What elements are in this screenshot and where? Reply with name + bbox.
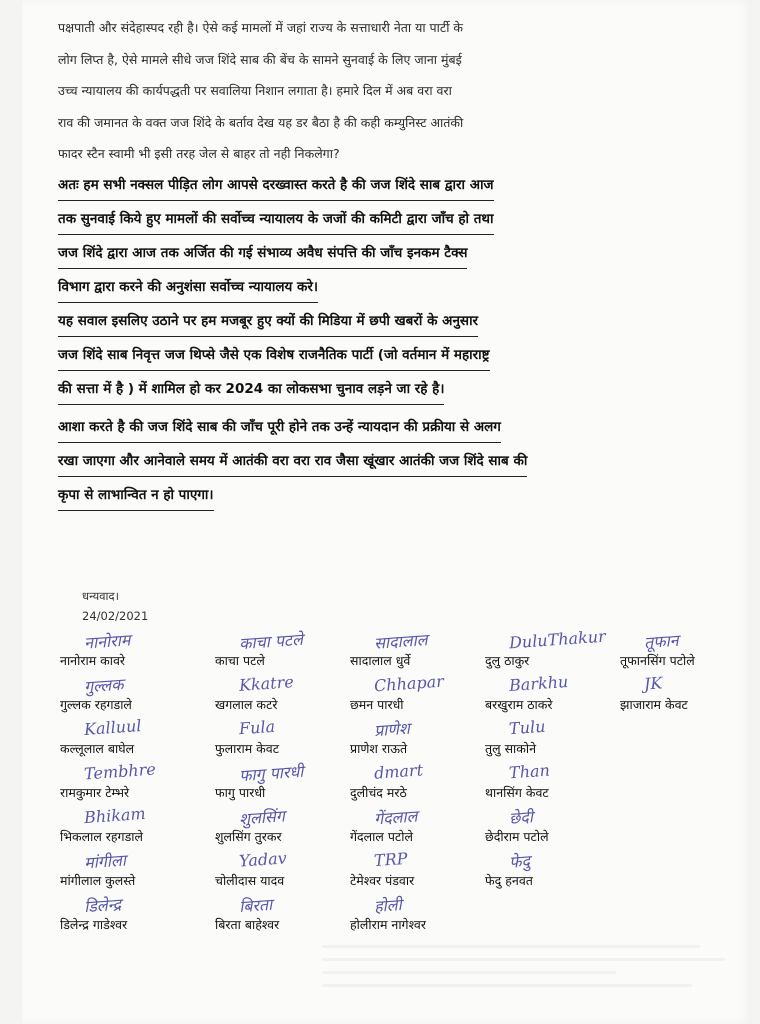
paragraph-line: कृपा से लाभान्वित न हो पाएगा। bbox=[58, 480, 214, 511]
closing-text: धन्यवाद। bbox=[82, 589, 119, 603]
handwritten-signature: JK bbox=[643, 673, 664, 694]
bleed-through-text bbox=[322, 935, 742, 1005]
signatory-name: झाजाराम केवट bbox=[620, 697, 688, 712]
signatory-name: डिलेन्द्र गाडेश्वर bbox=[60, 917, 128, 932]
handwritten-signature: प्राणेश bbox=[373, 718, 411, 741]
paragraph-line: जज शिंदे द्वारा आज तक अर्जित की गई संभाव्य अवैध संपत्ति की जाँच इनकम टैक्स bbox=[58, 238, 467, 269]
paragraph-line: पक्षपाती और संदेहास्पद रही है। ऐसे कई मामलों में जहां राज्य के सत्ताधारी नेता या पार्टी के bbox=[58, 20, 464, 35]
handwritten-signature: DuluThakur bbox=[508, 626, 607, 653]
handwritten-signature: शुलसिंग bbox=[238, 806, 286, 829]
signatory-name: थानसिंग केवट bbox=[485, 785, 549, 800]
handwritten-signature: फागु पारधी bbox=[238, 761, 304, 786]
paragraph-line: आशा करते है की जज शिंदे साब की जाँच पूरी होने तक उन्हें न्यायदान की प्रक्रीया से अलग bbox=[58, 412, 501, 443]
paragraph-line: अतः हम सभी नक्सल पीड़ित लोग आपसे दरख्वास्त करते है की जज शिंदे साब द्वारा आज bbox=[58, 170, 494, 201]
handwritten-signature: Yadav bbox=[238, 848, 288, 871]
handwritten-signature: फेदु bbox=[508, 851, 531, 872]
signatory-name: कल्लूलाल बाघेल bbox=[60, 741, 135, 756]
handwritten-signature: बिरता bbox=[238, 894, 273, 917]
paragraph-hope bbox=[58, 412, 714, 514]
signatory-name: छेदीराम पटोले bbox=[485, 829, 549, 844]
paragraph-line: राव की जमानत के वक्त जज शिंदे के बर्ताव देख यह डर बैठा है की कही कम्युनिस्ट आतंकी bbox=[58, 114, 464, 130]
signatory-name: फुलाराम केवट bbox=[215, 741, 279, 756]
paragraph-background bbox=[58, 12, 714, 170]
handwritten-signature: काचा पटले bbox=[238, 629, 304, 654]
handwritten-signature: Barkhu bbox=[508, 671, 569, 696]
signatory-name: होलीराम नागेश्वर bbox=[350, 917, 426, 932]
handwritten-signature: Kkatre bbox=[238, 672, 295, 695]
signatory-name: फेदु हनवत bbox=[485, 873, 533, 888]
paragraph-line: यह सवाल इसलिए उठाने पर हम मजबूर हुए क्यों की मिडिया में छपी खबरों के अनुसार bbox=[58, 306, 478, 337]
handwritten-signature: Than bbox=[508, 760, 551, 783]
handwritten-signature: गुल्लक bbox=[83, 674, 125, 697]
signatory-name: टेमेश्वर पंडवार bbox=[350, 873, 415, 888]
paragraph-request bbox=[58, 170, 714, 306]
handwritten-signature: होली bbox=[373, 895, 403, 916]
signatory-name: प्राणेश राऊते bbox=[350, 741, 408, 756]
signatory-name: दुलीचंद मरठे bbox=[350, 785, 407, 800]
handwritten-signature: Tembhre bbox=[83, 759, 157, 784]
handwritten-signature: Chhapar bbox=[373, 671, 445, 696]
signatory-name: मांगीलाल कुलस्ते bbox=[60, 873, 136, 888]
paragraph-line: तक सुनवाई किये हुए मामलों की सर्वोच्च न्यायालय के जजों की कमिटी द्वारा जाँच हो तथा bbox=[58, 204, 494, 235]
paragraph-line: की सत्ता में है ) में शामिल हो कर 2024 का लोकसभा चुनाव लड़ने जा रहे है। bbox=[58, 374, 444, 405]
handwritten-signature: TRP bbox=[373, 848, 409, 871]
handwritten-signature: Kalluul bbox=[83, 716, 143, 739]
signatory-name: खगलाल कटरे bbox=[215, 697, 278, 712]
signatory-name: गेंदलाल पटोले bbox=[350, 829, 413, 844]
handwritten-signature: छेदी bbox=[508, 807, 534, 828]
paragraph-line: जज शिंदे साब निवृत्त जज थिप्से जैसे एक विशेष राजनैतिक पार्टी (जो वर्तमान में महाराष्ट्र bbox=[58, 340, 490, 371]
signatory-name: रामकुमार टेम्भरे bbox=[60, 785, 130, 800]
signatory-name: दुलु ठाकुर bbox=[485, 653, 530, 668]
paragraph-line: रखा जाएगा और आनेवाले समय में आतंकी वरा वरा राव जैसा खूंखार आतंकी जज शिंदे साब की bbox=[58, 446, 527, 477]
handwritten-signature: सादालाल bbox=[373, 630, 429, 653]
letter-page bbox=[22, 0, 752, 1024]
paragraph-line: विभाग द्वारा करने की अनुशंसा सर्वोच्च न्यायालय करे। bbox=[58, 272, 318, 303]
paragraph-line: उच्च न्यायालय की कार्यपद्धती पर सवालिया निशान लगाता है। हमारे दिल में अब वरा वरा bbox=[58, 83, 452, 98]
signatory-grid bbox=[60, 626, 750, 962]
handwritten-signature: Fula bbox=[238, 716, 276, 739]
letter-date: 24/02/2021 bbox=[82, 609, 149, 623]
signatory-name: काचा पटले bbox=[215, 653, 265, 668]
paragraph-reason bbox=[58, 306, 714, 408]
handwritten-signature: Bhikam bbox=[83, 803, 147, 828]
signatory-name: तुलु साकोने bbox=[485, 741, 537, 756]
paragraph-line: फादर स्टैन स्वामी भी इसी तरह जेल से बाहर तो नही निकलेगा? bbox=[58, 146, 340, 161]
signatory-name: छमन पारधी bbox=[350, 697, 404, 712]
signatory-name: बिरता बाहेश्वर bbox=[215, 917, 280, 932]
handwritten-signature: dmart bbox=[373, 760, 424, 783]
handwritten-signature: तूफान bbox=[643, 630, 680, 653]
handwritten-signature: मांगीला bbox=[83, 850, 127, 873]
signatory-name: सादालाल धुर्वे bbox=[350, 653, 411, 668]
handwritten-signature: Tulu bbox=[508, 716, 547, 739]
signatory-name: भिकलाल रहगडाले bbox=[60, 829, 143, 844]
paragraph-line: लोग लिप्त है, ऐसे मामले सीधे जज शिंदे साब की बेंच के सामने सुनवाई के लिए जाना मुंबई bbox=[58, 51, 462, 67]
signatory-name: शुलसिंग तुरकर bbox=[215, 829, 282, 844]
handwritten-signature: गेंदलाल bbox=[373, 806, 419, 829]
signatory-name: तूफानसिंग पटोले bbox=[620, 653, 695, 668]
signatory-name: नानोराम कावरे bbox=[60, 653, 126, 668]
signatory-name: फागु पारधी bbox=[215, 785, 266, 800]
handwritten-signature: डिलेन्द्र bbox=[83, 894, 122, 917]
signatory-name: बरखुराम ठाकरे bbox=[485, 697, 553, 712]
signatory-name: चोलीदास यादव bbox=[215, 873, 285, 888]
signatory-name: गुल्लक रहगडाले bbox=[60, 697, 132, 712]
handwritten-signature: नानोराम bbox=[83, 630, 131, 653]
